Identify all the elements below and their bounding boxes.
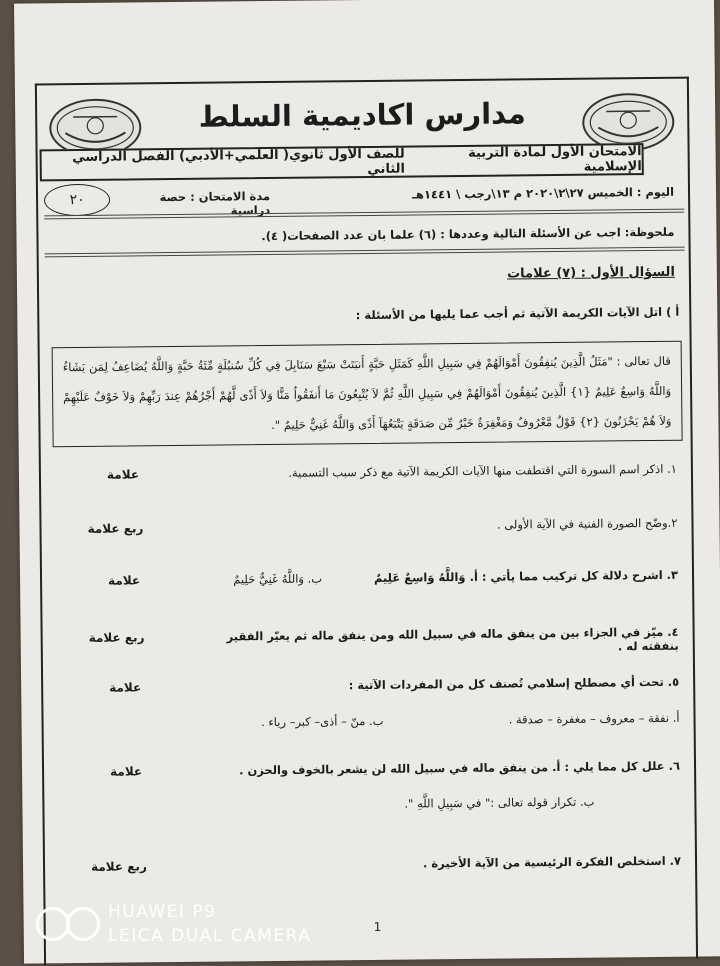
crest-icon (586, 97, 671, 148)
page-number: 1 (373, 919, 382, 934)
question-3-mark: علامة (107, 573, 141, 588)
watermark-brand: HUAWEI P9 (108, 902, 217, 922)
question-5: ٥. تحت أي مصطلح إسلامي تُصنف كل من المفردات الآتية : (348, 674, 680, 693)
exam-grade: للصف الأول ثانوي( العلمي+الأدبي) الفصل الدراسي الثاني (72, 146, 406, 177)
question-7-mark: ربع علامة (90, 859, 147, 874)
crest-icon (53, 102, 138, 153)
watermark-camera: LEICA DUAL CAMERA (108, 926, 312, 946)
divider (45, 247, 685, 258)
question-5-a: أ. نفقة – معروف – مغفرة – صدقة . (508, 710, 680, 727)
question-5-mark: علامة (109, 680, 142, 695)
question-4-mark: ربع علامة (88, 630, 145, 645)
exam-date: اليوم : الخميس ٢٧\٢\٢٠٢٠ م ١٣\رجب \ ١٤٤١هـ (412, 184, 675, 202)
section-title: السؤال الأول : (٧) علامات (506, 264, 675, 282)
part-a-instruction: أ ) اتل الآيات الكريمة الآتية ثم أجب عما يليها من الأسئلة : (355, 304, 680, 323)
question-2-mark: ربع علامة (87, 521, 144, 536)
exam-frame (35, 77, 698, 966)
exam-title: الامتحان الأول لمادة التربية الإسلامية (467, 144, 642, 175)
question-6-b: ب. تكرار قوله تعالى :" في سَبِيلِ اللَّهِ ". (404, 794, 595, 811)
exam-duration: مدة الامتحان : حصة دراسية (159, 188, 271, 218)
question-4: ٤. ميّز في الجزاء بين من ينفق ماله في سبيل الله ومن ينفق ماله ثم يعيّر الفقير بنفقته له . (226, 624, 679, 654)
quran-passage: قال تعالى : "مَثَلُ الَّذِينَ يُنفِقُونَ أَمْوَالَهُمْ فِي سَبِيلِ اللَّهِ كَمَثَلِ حَبَّةٍ أَنبَتَتْ سَبْعَ سَنَابِلَ فِي كُلِّ سُنبُلَةٍ مِّئَةُ حَبَّةٍ وَاللَّهُ يُضَاعِفُ لِمَن يَشَاءُ وَاللَّهُ وَاسِعٌ عَلِيمٌ {١} الَّذِينَ يُنفِقُونَ أَمْوَالَهُمْ فِي سَبِيلِ اللَّهِ ثُمَّ لاَ يُتْبِعُونَ مَا أَنفَقُواُ مَنًّا وَلاَ أَذًى لَّهُمْ أَجْرُهُمْ عِندَ رَبِّهِمْ وَلاَ خَوْفٌ عَلَيْهِمْ وَلاَ هُمْ يَحْزَنُونَ {٢} قَوْلٌ مَّعْرُوفٌ وَمَغْفِرَةٌ خَيْرٌ مِّن صَدَقَةٍ يَتْبَعُهَآ أَذًى وَاللَّهُ غَنِيٌّ حَلِيمٌ ". (52, 341, 683, 448)
leica-rings-icon (36, 907, 96, 941)
exam-title-box (40, 143, 644, 181)
question-2: ٢.وضّح الصورة الفنية في الآية الأولى . (496, 515, 678, 532)
score-oval (44, 184, 110, 217)
question-6: ٦. علل كل مما يلي : أ. من ينفق ماله في سبيل الله لن يشعر بالخوف والحزن . (238, 758, 681, 778)
school-name: مدارس اكاديمية السلط (198, 96, 526, 134)
question-7: ٧. استخلص الفكرة الرئيسية من الآية الأخيرة . (422, 853, 682, 871)
camera-watermark (36, 900, 311, 948)
question-3-b: ب. وَاللَّهُ غَنِيٌّ حَلِيمٌ (233, 571, 323, 587)
question-6-mark: علامة (109, 764, 143, 779)
question-3: ٣. اشرح دلالة كل تركيب مما يأتي : أ. وَاللَّهُ وَاسِعٌ عَلِيمٌ (373, 567, 679, 585)
question-1-mark: علامة (106, 467, 140, 482)
exam-note: ملحوظة: اجب عن الأسئلة التالية وعددها : (٦) علما بان عدد الصفحات( ٤). (261, 224, 675, 244)
exam-paper (14, 0, 720, 964)
question-5-b: ب. منّ – أذى– كبر– رياء . (260, 713, 384, 730)
total-score: ٢٠ (69, 191, 85, 209)
question-1: ١. اذكر اسم السورة التي اقتطفت منها الآيات الكريمة الآتية مع ذكر سبب التسمية. (288, 461, 677, 480)
